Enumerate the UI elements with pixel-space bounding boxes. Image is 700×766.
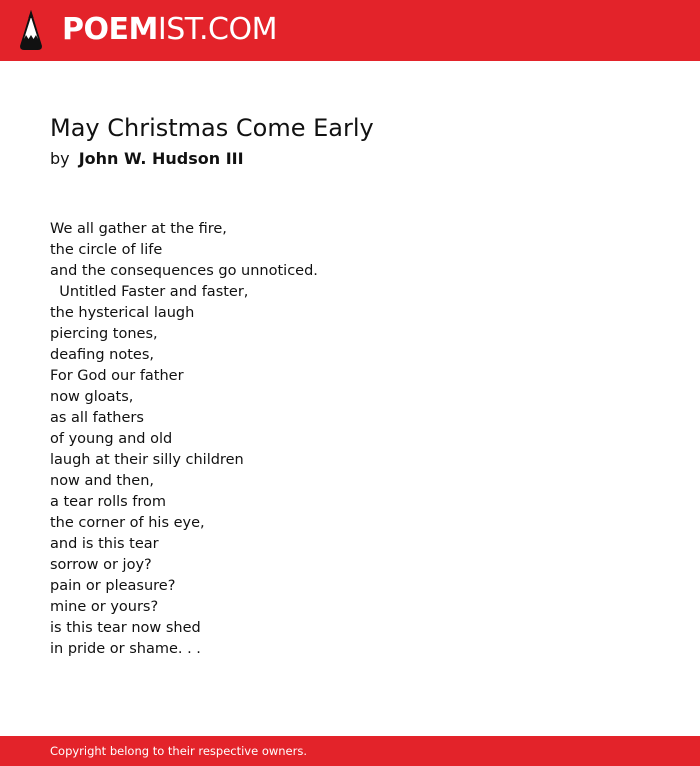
copyright-text: Copyright belong to their respective owners. [50,744,308,758]
brand-bold-text: POEM [62,12,158,47]
poem-line: the circle of life [50,242,163,258]
site-footer [0,736,700,766]
brand-light-text: IST.COM [157,12,277,47]
poem-author: John W. Hudson III [78,149,244,168]
poem-line: a tear rolls from [50,494,167,510]
poem-line: in pride or shame. . . [50,641,201,657]
poem-line: now and then, [50,473,155,489]
poem-line: mine or yours? [50,599,159,615]
site-logo-link[interactable] [18,8,277,52]
by-label: by [50,149,70,168]
poem-line: Untitled Faster and faster, [50,284,249,300]
poem-line: sorrow or joy? [50,557,152,573]
poem-line: the corner of his eye, [50,515,205,531]
poem-line: and is this tear [50,536,159,552]
poem-line: deafing notes, [50,347,154,363]
poem-line: now gloats, [50,389,134,405]
poem-body [50,219,318,660]
poem-line: For God our father [50,368,184,384]
poem-line: laugh at their silly children [50,452,244,468]
poem-line: pain or pleasure? [50,578,176,594]
poem-line: is this tear now shed [50,620,201,636]
poem-line: piercing tones, [50,326,158,342]
poem-line: of young and old [50,431,173,447]
pencil-tip-icon [18,8,44,52]
poem-line: the hysterical laugh [50,305,195,321]
poem-line: and the consequences go unnoticed. [50,263,318,279]
site-brand [62,8,277,52]
poem-line: as all fathers [50,410,144,426]
poem-byline [50,149,244,168]
poem-title: May Christmas Come Early [50,114,374,142]
poem-line: We all gather at the fire, [50,221,227,237]
site-header [0,0,700,61]
